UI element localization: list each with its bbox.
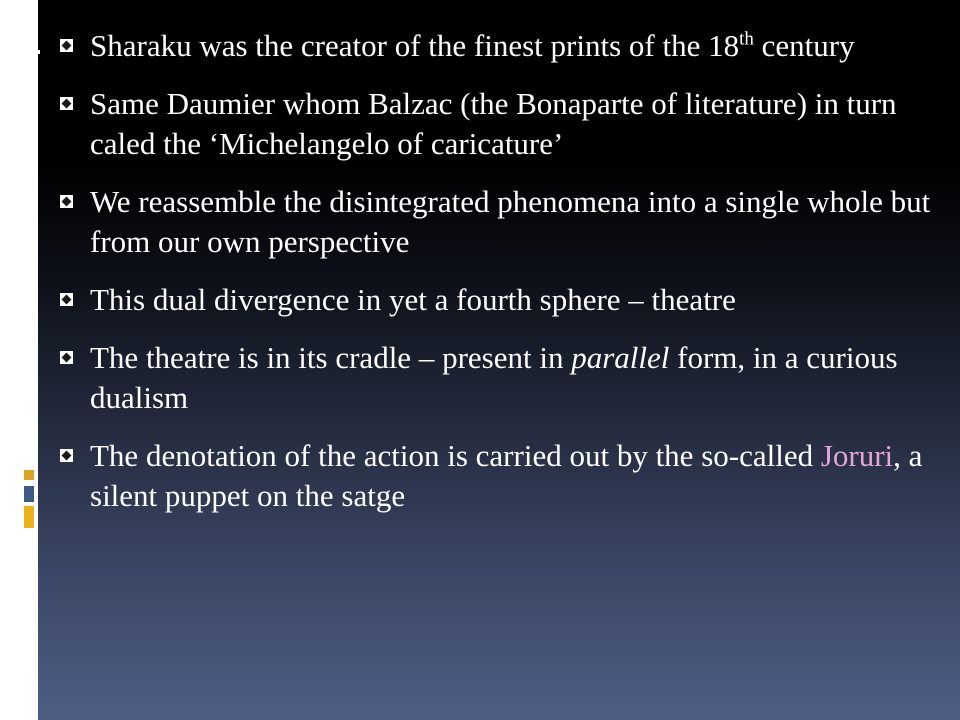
- bullet-text-cont: , a silent puppet on the satge: [90, 438, 923, 513]
- square-bullet-icon: [60, 39, 73, 52]
- accent-bar-gold-small: [24, 470, 34, 480]
- square-bullet-icon: [60, 293, 73, 306]
- accent-bar-white: [24, 532, 34, 540]
- bullet-text-cont: century: [753, 28, 855, 63]
- bullet-item: [58, 182, 942, 262]
- bullet-text: Same Daumier whom Balzac (the Bonaparte of literature) in turn caled the ‘Michelangelo of caricature’: [90, 86, 897, 161]
- bullet-text: This dual divergence in yet a fourth sphere – theatre: [90, 282, 736, 317]
- square-bullet-icon: [60, 97, 73, 110]
- bullet-item: [58, 84, 942, 164]
- bullet-item: [58, 26, 942, 66]
- window-pane-decoration: [10, 26, 40, 126]
- accent-bar-gold: [24, 506, 34, 528]
- highlighted-term: Joruri: [820, 438, 894, 473]
- bullet-item: [58, 280, 942, 320]
- bullet-item: [58, 436, 942, 516]
- bullet-item: [58, 338, 942, 418]
- bullet-text-cont: form, in a curious dualism: [90, 340, 898, 415]
- square-bullet-icon: [60, 195, 73, 208]
- bullet-text: The theatre is in its cradle – present in: [90, 340, 572, 375]
- bullet-text: We reassemble the disintegrated phenomena into a single whole but from our own perspective: [90, 184, 931, 259]
- accent-bars: [24, 470, 34, 540]
- bullet-text: Sharaku was the creator of the finest prints of the 18: [90, 28, 740, 63]
- italic-word: parallel: [571, 340, 670, 375]
- accent-bar-blue: [24, 486, 34, 502]
- square-bullet-icon: [60, 449, 73, 462]
- bullet-list: [58, 26, 942, 534]
- bullet-text: The denotation of the action is carried out by the so-called: [90, 438, 821, 473]
- superscript-th: th: [739, 28, 754, 50]
- square-bullet-icon: [60, 351, 73, 364]
